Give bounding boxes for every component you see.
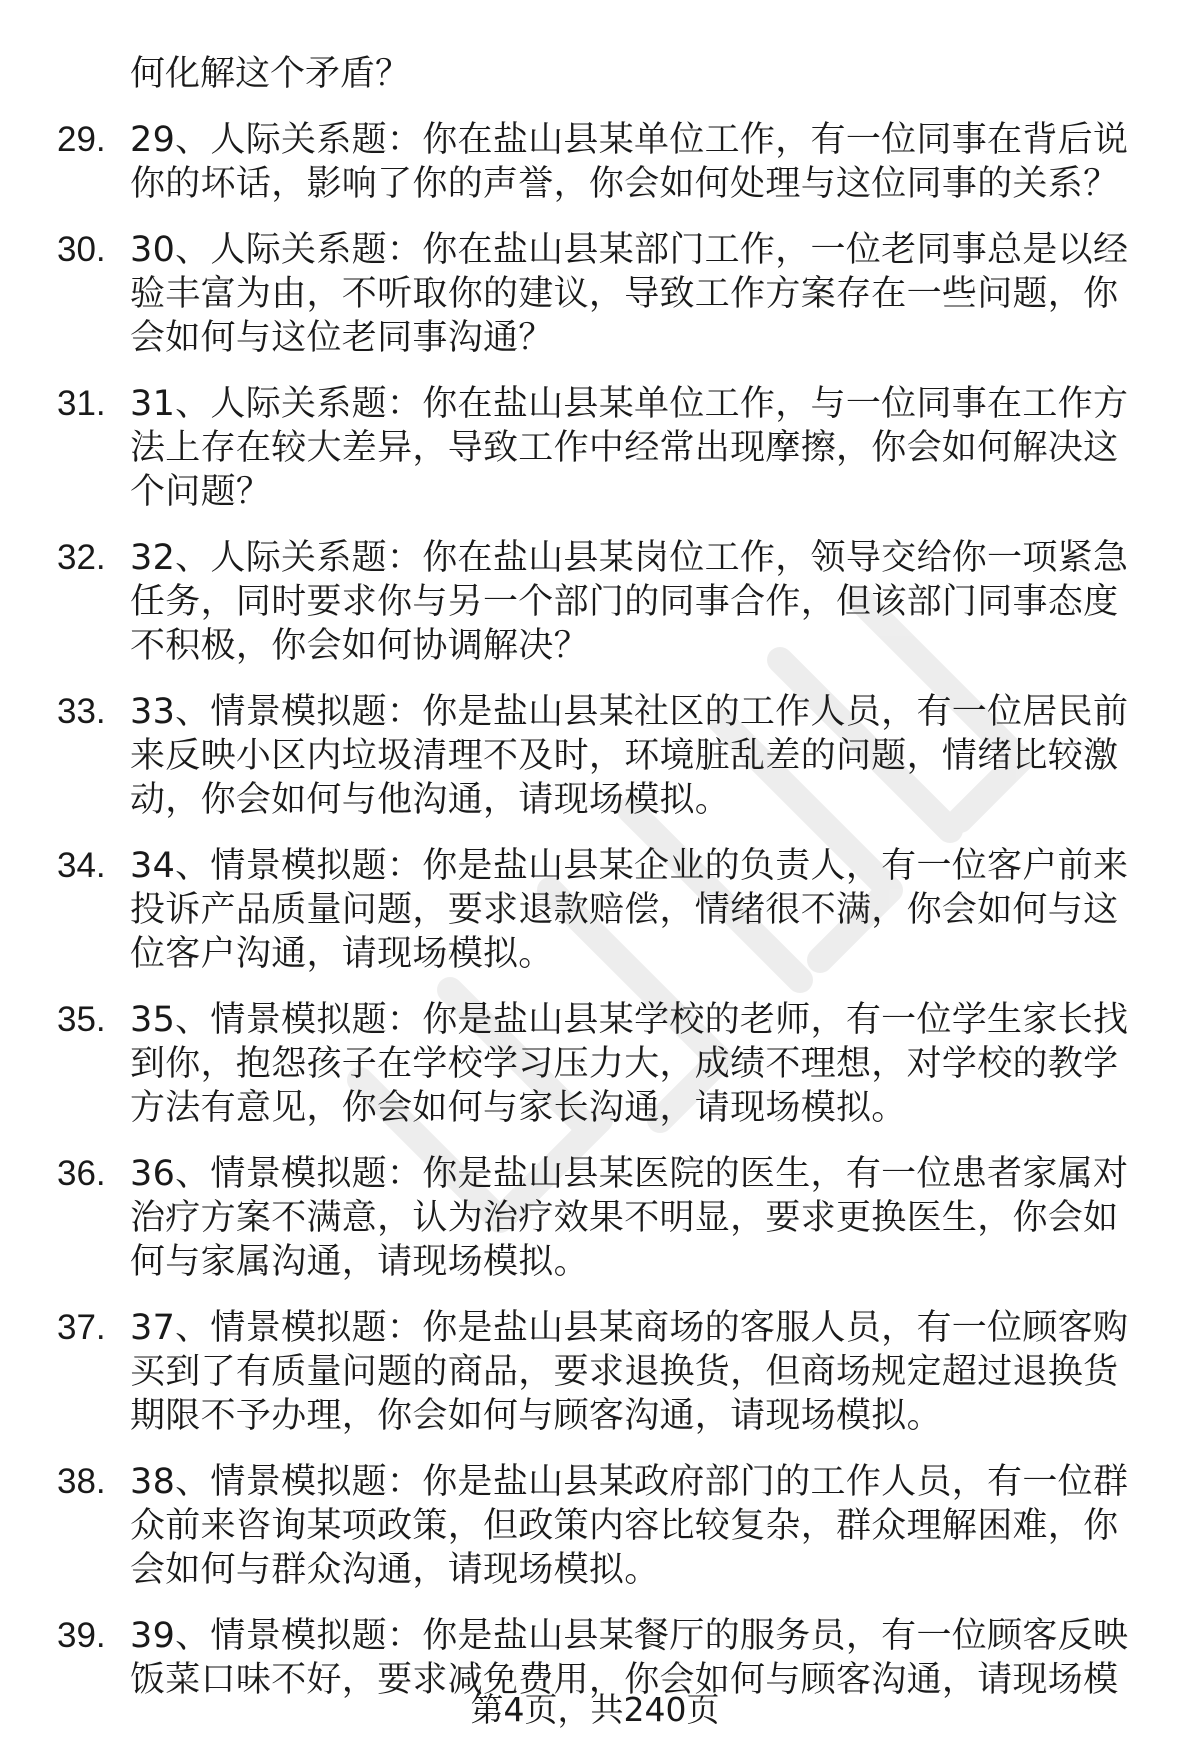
question-number: 30. xyxy=(57,230,106,269)
question-item xyxy=(57,690,1147,822)
question-item xyxy=(57,1152,1147,1284)
question-item xyxy=(57,228,1147,360)
question-text: 39、情景模拟题：你是盐山县某餐厅的服务员，有一位顾客反映饭菜口味不好，要求减免费用，你会如何与顾客沟通，请现场模 xyxy=(130,1616,1129,1700)
question-number: 33. xyxy=(57,692,106,731)
question-text: 37、情景模拟题：你是盐山县某商场的客服人员，有一位顾客购买到了有质量问题的商品，要求退换货，但商场规定超过退换货期限不予办理，你会如何与顾客沟通，请现场模拟。 xyxy=(130,1308,1129,1436)
question-text: 33、情景模拟题：你是盐山县某社区的工作人员，有一位居民前来反映小区内垃圾清理不及时，环境脏乱差的问题，情绪比较激动，你会如何与他沟通，请现场模拟。 xyxy=(130,692,1129,820)
question-text: 31、人际关系题：你在盐山县某单位工作，与一位同事在工作方法上存在较大差异，导致工作中经常出现摩擦，你会如何解决这个问题？ xyxy=(130,384,1129,512)
question-number: 35. xyxy=(57,1000,106,1039)
question-item xyxy=(57,118,1147,206)
question-text: 36、情景模拟题：你是盐山县某医院的医生，有一位患者家属对治疗方案不满意，认为治疗效果不明显，要求更换医生，你会如何与家属沟通，请现场模拟。 xyxy=(130,1154,1129,1282)
question-number: 37. xyxy=(57,1308,106,1347)
question-text: 34、情景模拟题：你是盐山县某企业的负责人，有一位客户前来投诉产品质量问题，要求退款赔偿，情绪很不满，你会如何与这位客户沟通，请现场模拟。 xyxy=(130,846,1129,974)
question-content xyxy=(57,52,1147,1724)
question-list xyxy=(57,118,1147,1702)
question-text: 38、情景模拟题：你是盐山县某政府部门的工作人员，有一位群众前来咨询某项政策，但政策内容比较复杂，群众理解困难，你会如何与群众沟通，请现场模拟。 xyxy=(130,1462,1129,1590)
question-item xyxy=(57,1614,1147,1702)
question-item xyxy=(57,1460,1147,1592)
question-item xyxy=(57,382,1147,514)
question-number: 31. xyxy=(57,384,106,423)
question-item xyxy=(57,998,1147,1130)
continuation-text: 何化解这个矛盾？ xyxy=(130,54,411,94)
question-text: 35、情景模拟题：你是盐山县某学校的老师，有一位学生家长找到你，抱怨孩子在学校学习压力大，成绩不理想，对学校的教学方法有意见，你会如何与家长沟通，请现场模拟。 xyxy=(130,1000,1129,1128)
question-number: 36. xyxy=(57,1154,106,1193)
question-number: 32. xyxy=(57,538,106,577)
page-footer: 第4页，共240页 xyxy=(470,1690,720,1729)
question-text: 30、人际关系题：你在盐山县某部门工作，一位老同事总是以经验丰富为由，不听取你的建议，导致工作方案存在一些问题，你会如何与这位老同事沟通？ xyxy=(130,230,1129,358)
question-number: 39. xyxy=(57,1616,106,1655)
question-item xyxy=(57,1306,1147,1438)
question-number: 29. xyxy=(57,120,106,159)
question-text: 29、人际关系题：你在盐山县某单位工作，有一位同事在背后说你的坏话，影响了你的声誉，你会如何处理与这位同事的关系？ xyxy=(130,120,1129,204)
question-item xyxy=(57,536,1147,668)
question-number: 38. xyxy=(57,1462,106,1501)
question-item xyxy=(57,844,1147,976)
question-text: 32、人际关系题：你在盐山县某岗位工作，领导交给你一项紧急任务，同时要求你与另一个部门的同事合作，但该部门同事态度不积极，你会如何协调解决？ xyxy=(130,538,1129,666)
question-number: 34. xyxy=(57,846,106,885)
